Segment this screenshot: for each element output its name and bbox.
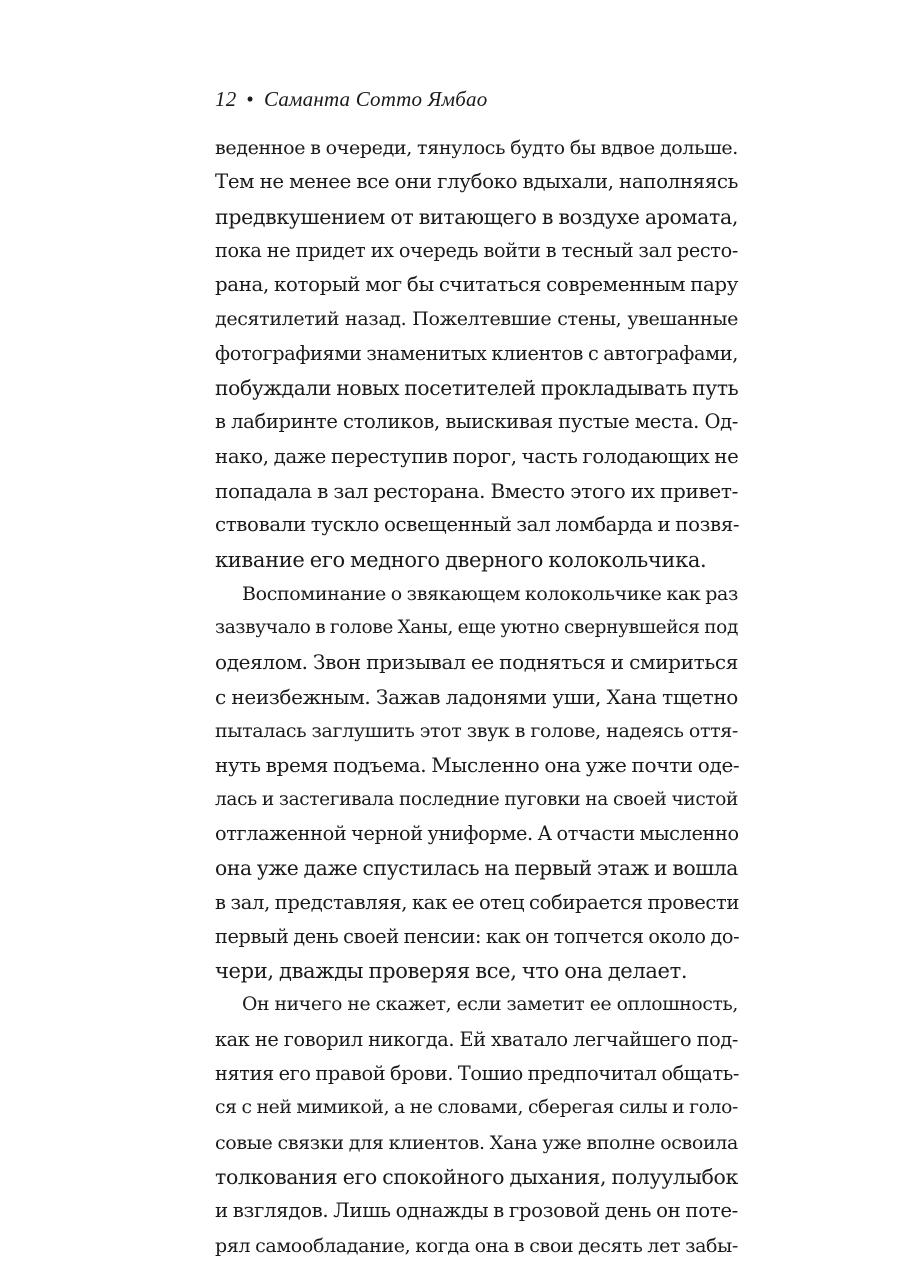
- text-line: предвкушением от витающего в воздухе аромата,: [215, 204, 738, 229]
- header-separator: •: [246, 87, 254, 111]
- text-line: она уже даже спустилась на первый этаж и вошла: [215, 856, 738, 881]
- text-line: Он ничего не скажет, если заметит ее оплошность,: [242, 994, 738, 1016]
- body-text: [215, 131, 738, 1263]
- text-line: отглаженной черной униформе. А отчасти мысленно: [215, 821, 739, 845]
- text-line: Тем не менее все они глубоко вдыхали, наполняясь: [215, 170, 738, 194]
- text-line: лась и застегивала последние пуговки на своей чистой: [215, 788, 738, 810]
- text-line: в зал, представляя, как ее отец собирается провести: [215, 890, 740, 914]
- text-line: первый день своей пенсии: как он топчется около до-: [215, 924, 740, 948]
- text-line: нако, даже переступив порог, часть голодающих не: [215, 444, 739, 468]
- text-line: совые связки для клиентов. Хана уже вполне освоила: [215, 1131, 738, 1154]
- text-line: попадала в зал ресторана. Вместо этого их привет-: [215, 478, 738, 503]
- text-line: рана, который мог бы считаться современным пару: [215, 273, 738, 297]
- text-line: нятия его правой брови. Тошио предпочитал общать-: [215, 1062, 740, 1086]
- text-line: ся с ней мимикой, а не словами, сберегая силы и голо-: [215, 1097, 738, 1119]
- text-line: ствовали тускло освещенный зал ломбарда и позвя-: [215, 513, 740, 537]
- text-line: пыталась заглушить этот звук в голове, надеясь оття-: [215, 720, 738, 743]
- text-line: с неизбежным. Зажав ладонями уши, Хана тщетно: [215, 684, 738, 709]
- text-line: побуждали новых посетителей прокладывать путь: [215, 376, 739, 401]
- text-line: как не говорил никогда. Ей хватало легчайшего под-: [215, 1027, 738, 1051]
- text-line: нуть время подъема. Мысленно она уже почти оде-: [215, 753, 740, 778]
- text-line: и взглядов. Лишь однажды в грозовой день он поте-: [215, 1199, 738, 1223]
- text-line: рял самообладание, когда она в свои десять лет забы-: [215, 1234, 738, 1257]
- page-number: 12: [215, 87, 237, 111]
- text-line: десятилетий назад. Пожелтевшие стены, увешанные: [215, 308, 738, 331]
- text-line: чери, дважды проверяя все, что она делает.: [215, 959, 688, 984]
- text-line: веденное в очереди, тянулось будто бы вдвое дольше.: [215, 137, 738, 159]
- text-line: одеялом. Звон призывал ее подняться и смириться: [215, 650, 738, 675]
- text-line: фотографиями знаменитых клиентов с автографами,: [215, 341, 738, 365]
- text-line: пока не придет их очередь войти в тесный зал ресто-: [215, 238, 738, 262]
- running-head: [215, 87, 487, 112]
- author-name: Саманта Сотто Ямбао: [263, 87, 488, 111]
- text-line: толкования его спокойного дыхания, полуулыбок: [215, 1164, 738, 1189]
- text-line: Воспоминание о звякающем колокольчике как раз: [242, 582, 738, 605]
- text-line: кивание его медного дверного колокольчика.: [215, 547, 707, 572]
- text-line: зазвучало в голове Ханы, еще уютно свернувшейся под: [215, 617, 738, 639]
- text-line: в лабиринте столиков, выискивая пустые места. Од-: [215, 410, 738, 434]
